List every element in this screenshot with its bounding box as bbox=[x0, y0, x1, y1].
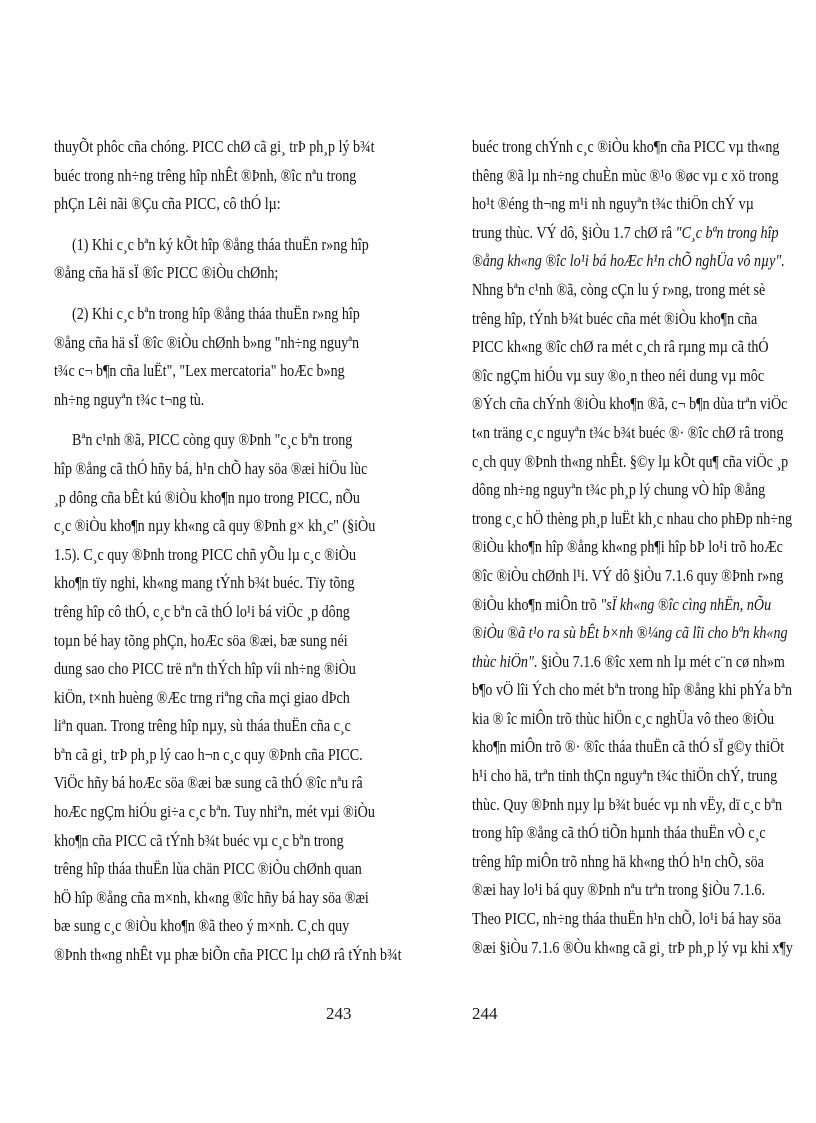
text-line bbox=[54, 798, 375, 827]
text-line bbox=[472, 419, 784, 448]
text-line-content: buéc trong nh÷ng trêng hîp nhÊt ®Þnh, ®îc nªu trong bbox=[54, 165, 357, 185]
text-line-content: trong c¸c hÖ thèng ph¸p luËt kh¸c nhau cho phÐp nh÷ng bbox=[472, 508, 793, 528]
text-line-content: bªn cã gi¸ trÞ ph¸p lý cao h¬n c¸c quy ®Þnh cña PICC. bbox=[54, 744, 363, 764]
text-line-content: (2) Khi c¸c bªn trong hîp ®ång tháa thuËn r»ng hîp bbox=[72, 303, 360, 323]
text-line bbox=[472, 819, 766, 848]
text-line bbox=[54, 827, 344, 856]
paragraph-gap bbox=[54, 288, 344, 300]
italic-quote: ®iÒu ®ã t¹o ra sù bÊt b×nh ®¼ng cã lîi cho bªn kh«ng bbox=[472, 623, 788, 643]
text-line bbox=[472, 934, 793, 963]
text-line bbox=[54, 512, 376, 541]
text-line-content: ¸p dông cña bÊt kú ®iÒu kho¶n nµo trong PICC, nÕu bbox=[54, 487, 360, 507]
text-line-content: ®ång cña hä sÏ ®îc ®iÒu chØnh b»ng "nh÷ng nguyªn bbox=[54, 332, 360, 352]
text-line-content: ®îc ngÇm hiÓu vµ suy ®o¸n theo néi dung vµ môc bbox=[472, 365, 765, 385]
italic-quote: "C¸c bªn trong hîp bbox=[675, 222, 779, 242]
text-line-content: ViÖc hñy bá hoÆc söa ®æi bæ sung cã thÓ ®îc nªu râ bbox=[54, 773, 363, 793]
right-page-text bbox=[472, 133, 793, 962]
text-line bbox=[472, 705, 775, 734]
text-line-content: hÖ hîp ®ång cña m×nh, kh«ng ®îc hñy bá hay söa ®æi bbox=[54, 887, 369, 907]
text-line-content: kia ® îc miÔn trõ thùc hiÖn c¸c nghÜa vô theo ®iÒu bbox=[472, 708, 775, 728]
text-line-content: trêng hîp miÔn trõ nhng hä kh«ng thÓ h¹n chÕ, söa bbox=[472, 851, 764, 871]
text-line bbox=[54, 329, 360, 358]
text-line-content: ®æi hay lo¹i bá quy ®Þnh nªu trªn trong §iÒu 7.1.6. bbox=[472, 880, 765, 900]
text-line-content: nh÷ng nguyªn t¾c t¬ng tù. bbox=[54, 389, 205, 409]
text-line-content: buéc trong chÝnh c¸c ®iÒu kho¶n cña PICC vµ th«ng bbox=[472, 137, 780, 156]
text-line bbox=[54, 684, 350, 713]
text-line-content: kho¶n tïy nghi, kh«ng mang tÝnh b¾t buéc. Tïy tõng bbox=[54, 573, 355, 593]
text-line bbox=[472, 362, 765, 391]
text-line-content: ®æi §iÒu 7.1.6 ®Òu kh«ng cã gi¸ trÞ ph¸p lý vµ khi x¶y bbox=[472, 937, 793, 957]
page-number-left: 243 bbox=[326, 1004, 352, 1023]
text-line-content: hîp ®ång cã thÓ hñy bá, h¹n chÕ hay söa ®æi hiÖu lùc bbox=[54, 458, 368, 478]
text-line-content: ®ång cña hä sÏ ®îc PICC ®iÒu chØnh; bbox=[54, 263, 279, 283]
text-line-content: ®îc ®iÒu chØnh l¹i. VÝ dô §iÒu 7.1.6 quy ®Þnh r»ng bbox=[472, 565, 784, 585]
text-line bbox=[472, 619, 788, 648]
text-line-content: kiÖn, t×nh huèng ®Æc trng riªng cña mçi giao dÞch bbox=[54, 687, 350, 707]
text-line bbox=[472, 190, 762, 219]
text-line-content: hoÆc ngÇm hiÓu gi÷a c¸c bªn. Tuy nhiªn, mét vµi ®iÒu bbox=[54, 802, 375, 822]
text-line-content: Bªn c¹nh ®ã, PICC còng quy ®Þnh "c¸c bªn trong bbox=[72, 430, 353, 450]
text-line-content: c¸ch quy ®Þnh th«ng nhÊt. §©y lµ kÕt qu¶ cña viÖc ¸p bbox=[472, 451, 789, 471]
text-line bbox=[54, 300, 360, 329]
text-line-content: trêng hîp cô thÓ, c¸c bªn cã thÓ lo¹i bá viÖc ¸p dông bbox=[54, 601, 350, 621]
text-line bbox=[54, 190, 344, 219]
text-line bbox=[472, 905, 781, 934]
text-line bbox=[54, 855, 362, 884]
text-line bbox=[472, 276, 766, 305]
text-line-content: trung thùc. VÝ dô, §iÒu 1.7 chØ râ bbox=[472, 222, 676, 242]
text-line bbox=[54, 455, 368, 484]
text-line-content: h¹i cho hä, trªn tinh thÇn nguyªn t¾c thiÖn chÝ, trung bbox=[472, 766, 778, 786]
text-line bbox=[54, 712, 351, 741]
text-line-content: bæ sung c¸c ®iÒu kho¶n ®ã theo ý m×nh. C¸ch quy bbox=[54, 916, 350, 936]
text-line-content: kho¶n cña PICC cã tÝnh b¾t buéc vµ c¸c bªn trong bbox=[54, 830, 344, 850]
italic-quote: "sÏ kh«ng ®îc cìng nhËn, nÕu bbox=[600, 594, 772, 614]
text-line-content: (1) Khi c¸c bªn ký kÕt hîp ®ång tháa thuËn r»ng hîp bbox=[72, 234, 369, 254]
text-line bbox=[54, 484, 360, 513]
text-line bbox=[472, 791, 783, 820]
text-line-content: trêng hîp, tÝnh b¾t buéc cña mét ®iÒu kho¶n cña bbox=[472, 308, 758, 328]
text-line bbox=[472, 648, 785, 677]
text-line bbox=[472, 247, 785, 276]
text-line bbox=[472, 476, 766, 505]
text-line bbox=[472, 133, 780, 162]
text-line bbox=[54, 259, 344, 288]
text-line-content: Nhng bªn c¹nh ®ã, còng cÇn lu ý r»ng, trong mét sè bbox=[472, 279, 766, 299]
text-line bbox=[472, 505, 793, 534]
text-line-content: ®Þnh th«ng nhÊt vµ phæ biÕn cña PICC lµ chØ râ tÝnh b¾t bbox=[54, 945, 402, 965]
italic-quote: thùc hiÖn" bbox=[472, 651, 534, 671]
text-line-content: t«n träng c¸c nguyªn t¾c b¾t buéc ®· ®îc chØ râ trong bbox=[472, 422, 784, 442]
text-line bbox=[472, 219, 779, 248]
text-line bbox=[54, 541, 356, 570]
text-line bbox=[472, 733, 785, 762]
text-line-content: trong hîp ®ång cã thÓ tiÕn hµnh tháa thuËn vÒ c¸c bbox=[472, 823, 766, 843]
text-line-content: b¶o vÖ lîi Ých cho mét bªn trong hîp ®ång khi phÝa bªn bbox=[472, 680, 793, 700]
text-line bbox=[472, 448, 789, 477]
text-line bbox=[472, 390, 788, 419]
text-line-content: kho¶n miÔn trõ ®· ®îc tháa thuËn cã thÓ sÏ g©y thiÖt bbox=[472, 737, 785, 757]
text-line bbox=[54, 162, 357, 191]
text-line bbox=[472, 676, 793, 705]
text-line bbox=[54, 941, 402, 970]
left-page-text bbox=[54, 133, 402, 970]
text-line-content: thuyÕt phôc cña chóng. PICC chØ cã gi¸ trÞ ph¸p lý b¾t bbox=[54, 137, 375, 156]
text-line-content: ®iÒu kho¶n miÔn trõ bbox=[472, 594, 601, 614]
text-line bbox=[472, 591, 772, 620]
text-line bbox=[54, 133, 375, 162]
paragraph-gap bbox=[54, 219, 344, 231]
text-line bbox=[54, 769, 363, 798]
paragraph-gap bbox=[54, 414, 344, 426]
text-line-content: trêng hîp tháa thuËn lùa chän PICC ®iÒu chØnh quan bbox=[54, 859, 362, 879]
text-line bbox=[54, 357, 344, 386]
text-line-content: ®Ých cña chÝnh ®iÒu kho¶n ®ã, c¬ b¶n dùa trªn viÖc bbox=[472, 394, 788, 414]
text-line bbox=[54, 231, 369, 260]
text-line bbox=[472, 305, 762, 334]
text-line bbox=[54, 884, 369, 913]
text-line-content: 1.5). C¸c quy ®Þnh trong PICC chñ yÕu lµ c¸c ®iÒu bbox=[54, 544, 356, 564]
text-line bbox=[472, 162, 779, 191]
text-line-content: ho¹t ®éng th¬ng m¹i nh nguyªn t¾c thiÖn chÝ vµ bbox=[472, 194, 754, 214]
text-line bbox=[54, 655, 356, 684]
text-line-content: PICC kh«ng ®îc chØ ra mét c¸ch râ rµng mµ cã thÓ bbox=[472, 337, 769, 357]
text-line bbox=[472, 562, 784, 591]
text-line bbox=[472, 876, 765, 905]
text-line-content: toµn bé hay tõng phÇn, hoÆc söa ®æi, bæ sung néi bbox=[54, 630, 348, 650]
text-line bbox=[472, 848, 762, 877]
text-line bbox=[54, 912, 350, 941]
text-line-tail: . §iÒu 7.1.6 ®îc xem nh lµ mét c¨n cø nh»m bbox=[533, 651, 785, 671]
text-line bbox=[472, 533, 783, 562]
text-line-content: c¸c ®iÒu kho¶n nµy kh«ng cã quy ®Þnh g× kh¸c" (§iÒu bbox=[54, 516, 376, 536]
text-line-content: thêng ®ã lµ nh÷ng chuÈn mùc ®¹o ®øc vµ c xö trong bbox=[472, 165, 779, 185]
text-line bbox=[54, 627, 348, 656]
text-line-content: liªn quan. Trong trêng hîp nµy, sù tháa thuËn cña c¸c bbox=[54, 716, 351, 736]
text-line-content: dung sao cho PICC trë nªn thÝch hîp víi nh÷ng ®iÒu bbox=[54, 659, 356, 679]
text-line-content: thùc. Quy ®Þnh nµy lµ b¾t buéc vµ nh vËy, dï c¸c bªn bbox=[472, 794, 783, 814]
text-line bbox=[54, 598, 350, 627]
text-line-content: Theo PICC, nh÷ng tháa thuËn h¹n chÕ, lo¹i bá hay söa bbox=[472, 909, 781, 929]
text-line-content: phÇn Lêi nãi ®Çu cña PICC, cô thÓ lµ: bbox=[54, 194, 281, 214]
text-line-content: t¾c c¬ b¶n cña luËt", "Lex mercatoria" hoÆc b»ng bbox=[54, 361, 345, 381]
text-line-content: dông nh÷ng nguyªn t¾c ph¸p lý chung vÒ hîp ®ång bbox=[472, 480, 766, 500]
text-line bbox=[54, 426, 353, 455]
page-number-right: 244 bbox=[472, 1004, 498, 1023]
text-line bbox=[472, 333, 769, 362]
text-line bbox=[54, 386, 344, 415]
text-line bbox=[54, 569, 355, 598]
italic-quote: ®ång kh«ng ®îc lo¹i bá hoÆc h¹n chÕ nghÜa vô nµy". bbox=[472, 251, 785, 271]
text-line bbox=[472, 762, 778, 791]
text-line-content: ®iÒu kho¶n hîp ®ång kh«ng ph¶i hîp bÞ lo¹i trõ hoÆc bbox=[472, 537, 783, 557]
text-line bbox=[54, 741, 363, 770]
